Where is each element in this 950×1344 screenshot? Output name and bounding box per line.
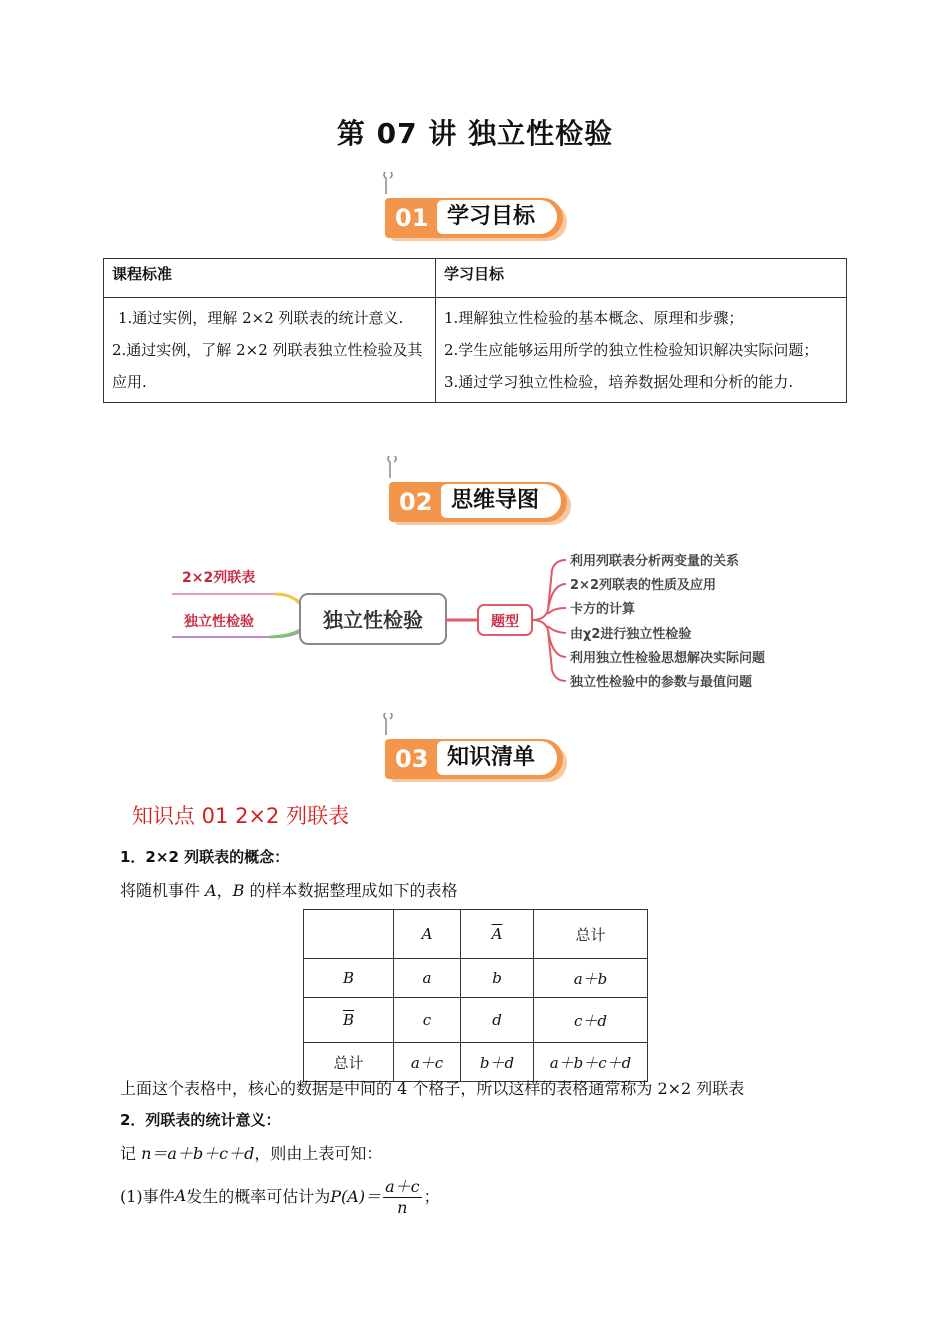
standard-item: 1.通过实例，理解 2×2 列联表的统计意义. xyxy=(118,309,404,327)
mind-map-link xyxy=(532,620,566,681)
table-row xyxy=(304,998,648,1043)
table-cell: a xyxy=(394,959,461,998)
section-badge-02 xyxy=(389,474,571,522)
intro-pre: 将随机事件 xyxy=(120,881,206,900)
mind-map-link xyxy=(275,594,300,604)
mind-map-left-node: 2×2列联表 xyxy=(182,570,256,586)
section-label: 思维导图 xyxy=(441,484,561,518)
section-number: 03 xyxy=(395,745,429,773)
clip-icon xyxy=(383,456,397,478)
mind-map-link xyxy=(548,626,566,633)
objective-item: 2.学生应能够运用所学的独立性检验知识解决实际问题； xyxy=(444,341,819,359)
n-def-expr: n＝a＋b＋c＋d xyxy=(141,1144,255,1163)
section-number: 01 xyxy=(395,204,429,232)
row-label: 总计 xyxy=(304,1043,394,1082)
item1-mid: 发生的概率可估计为 xyxy=(186,1187,331,1206)
table-cell: a＋b＋c＋d xyxy=(534,1043,648,1082)
mind-map-right-node: 2×2列联表的性质及应用 xyxy=(570,578,716,593)
mind-map-right-node: 利用独立性检验思想解决实际问题 xyxy=(570,651,766,666)
table-cell: a＋c xyxy=(394,1043,461,1082)
mind-map-left-node: 独立性检验 xyxy=(184,614,254,630)
item1-func: P(A)＝ xyxy=(330,1187,382,1206)
section-badge-01 xyxy=(385,190,567,238)
mind-map-right-node: 独立性检验中的参数与最值问题 xyxy=(570,675,753,690)
clip-icon xyxy=(379,713,393,735)
section-badge-03 xyxy=(385,731,567,779)
objective-item: 1.理解独立性检验的基本概念、原理和步骤； xyxy=(444,309,744,327)
table-row xyxy=(304,959,648,998)
item1-var: A xyxy=(174,1186,187,1205)
mind-map-right-node: 卡方的计算 xyxy=(570,602,636,617)
table-corner xyxy=(304,910,394,959)
knowledge-point-title: 知识点 01 2×2 列联表 xyxy=(132,804,350,828)
item-probability xyxy=(120,1174,440,1217)
goals-header-objective: 学习目标 xyxy=(436,259,847,298)
var-a: A xyxy=(205,881,217,900)
goals-header-standard: 课程标准 xyxy=(104,259,436,298)
n-definition xyxy=(120,1141,382,1164)
mind-map-center: 独立性检验 xyxy=(323,608,423,632)
intro-text xyxy=(120,878,458,901)
table-cell: c xyxy=(394,998,461,1043)
goals-standards-cell xyxy=(104,298,436,403)
mind-map xyxy=(0,540,950,700)
fraction-denominator: n xyxy=(397,1198,408,1217)
n-def-pre: 记 xyxy=(120,1144,142,1163)
mind-map-link xyxy=(532,560,566,620)
clip-icon xyxy=(379,172,393,194)
item1-post: ； xyxy=(423,1187,440,1206)
var-b: B xyxy=(232,881,245,900)
row-label: $\overline{B}$ xyxy=(304,998,394,1043)
section-label: 知识清单 xyxy=(437,741,557,775)
intro-sep: ， xyxy=(216,881,233,900)
fraction-numerator: a＋c xyxy=(383,1174,422,1198)
table-header: 总计 xyxy=(534,910,648,959)
objective-item: 3.通过学习独立性检验，培养数据处理和分析的能力. xyxy=(444,373,794,391)
n-def-post: ，则由上表可知： xyxy=(254,1144,383,1163)
table-header: $\overline{A}$ xyxy=(461,910,534,959)
intro-post: 的样本数据整理成如下的表格 xyxy=(244,881,458,900)
mind-map-link xyxy=(548,608,566,614)
table-cell: a＋b xyxy=(534,959,648,998)
table-cell: c＋d xyxy=(534,998,648,1043)
goals-objectives-cell xyxy=(436,298,847,403)
heading-meaning: 2．列联表的统计意义： xyxy=(120,1111,281,1129)
heading-concept: 1．2×2 列联表的概念： xyxy=(120,848,290,866)
mind-map-right-node: 由χ2进行独立性检验 xyxy=(570,627,692,642)
table-cell: d xyxy=(461,998,534,1043)
mind-map-middle: 题型 xyxy=(491,614,519,630)
fraction xyxy=(383,1174,422,1217)
item1-pre: (1)事件 xyxy=(120,1187,175,1206)
standard-item: 2.通过实例，了解 2×2 列联表独立性检验及其应用. xyxy=(112,341,423,391)
mind-map-right-node: 利用列联表分析两变量的关系 xyxy=(570,554,740,569)
page-title: 第 07 讲 独立性检验 xyxy=(336,117,614,150)
row-label: B xyxy=(304,959,394,998)
table-cell: b xyxy=(461,959,534,998)
table-cell: b＋d xyxy=(461,1043,534,1082)
after-table-text: 上面这个表格中，核心的数据是中间的 4 个格子，所以这样的表格通常称为 2×2 列联表 xyxy=(120,1079,745,1098)
section-label: 学习目标 xyxy=(437,200,557,234)
goals-table xyxy=(103,258,847,403)
table-header: A xyxy=(394,910,461,959)
section-number: 02 xyxy=(399,488,433,516)
contingency-table xyxy=(303,909,648,1082)
mind-map-link xyxy=(270,630,300,637)
